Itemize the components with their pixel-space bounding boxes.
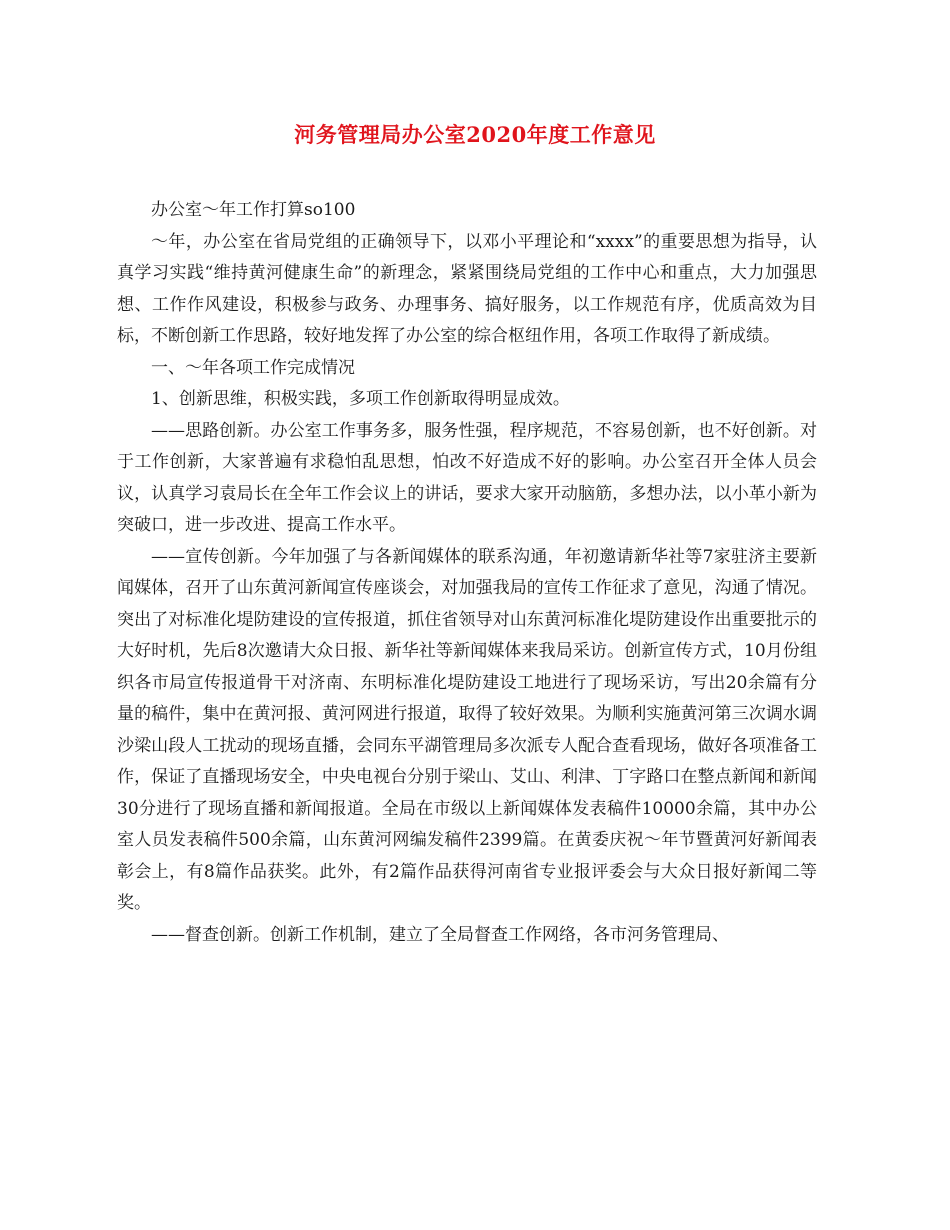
body-paragraph-summary: ～年，办公室在省局党组的正确领导下，以邓小平理论和“xxxx”的重要思想为指导，认真学习实践“维持黄河健康生命”的新理念，紧紧围绕局党组的工作中心和重点，大力加强思想、工作作风建设，积极参与政务、办理事务、搞好服务，以工作规范有序，优质高效为目标，不断创新工作思路，较好地发挥了办公室的综合枢纽作用，各项工作取得了新成绩。 bbox=[117, 231, 817, 346]
document-title: 河务管理局办公室2020年度工作意见 bbox=[294, 122, 656, 147]
subsection-heading-innovation: 1、创新思维，积极实践，多项工作创新取得明显成效。 bbox=[151, 389, 570, 409]
body-paragraph-thinking-innovation: ——思路创新。办公室工作事务多，服务性强，程序规范，不容易创新，也不好创新。对于工作创新，大家普遍有求稳怕乱思想，怕改不好造成不好的影响。办公室召开全体人员会议，认真学习袁局长在全年工作会议上的讲话，要求大家开动脑筋，多想办法，以小革小新为突破口，进一步改进、提高工作水平。 bbox=[117, 420, 817, 535]
body-paragraph-supervision-innovation: ——督查创新。创新工作机制，建立了全局督查工作网络，各市河务管理局、 bbox=[151, 924, 729, 945]
body-paragraph-publicity-innovation: ——宣传创新。今年加强了与各新闻媒体的联系沟通，年初邀请新华社等7家驻济主要新闻媒体，召开了山东黄河新闻宣传座谈会，对加强我局的宣传工作征求了意见，沟通了情况。突出了对标准化堤防建设的宣传报道，抓住省领导对山东黄河标准化堤防建设作出重要批示的大好时机，先后8次邀请大众日报、新华社等新闻媒体来我局采访。创新宣传方式，10月份组织各市局宣传报道骨干对济南、东明标准化堤防建设工地进行了现场采访，写出20余篇有分量的稿件，集中在黄河报、黄河网进行报道，取得了较好效果。为顺利实施黄河第三次调水调沙梁山段人工扰动的现场直播，会同东平湖管理局多次派专人配合查看现场，做好各项准备工作，保证了直播现场安全，中央电视台分别于梁山、艾山、利津、丁字路口在整点新闻和新闻30分进行了现场直播和新闻报道。全局在市级以上新闻媒体发表稿件10000余篇，其中办公室人员发表稿件500余篇，山东黄河网编发稿件2399篇。在黄委庆祝～年节暨黄河好新闻表彰会上，有8篇作品获奖。此外，有2篇作品获得河南省专业报评委会与大众日报好新闻二等奖。 bbox=[117, 546, 817, 913]
section-heading-completion: 一、～年各项工作完成情况 bbox=[151, 357, 355, 378]
body-paragraph-plan-heading: 办公室～年工作打算so100 bbox=[151, 200, 356, 220]
document-body bbox=[117, 195, 817, 951]
